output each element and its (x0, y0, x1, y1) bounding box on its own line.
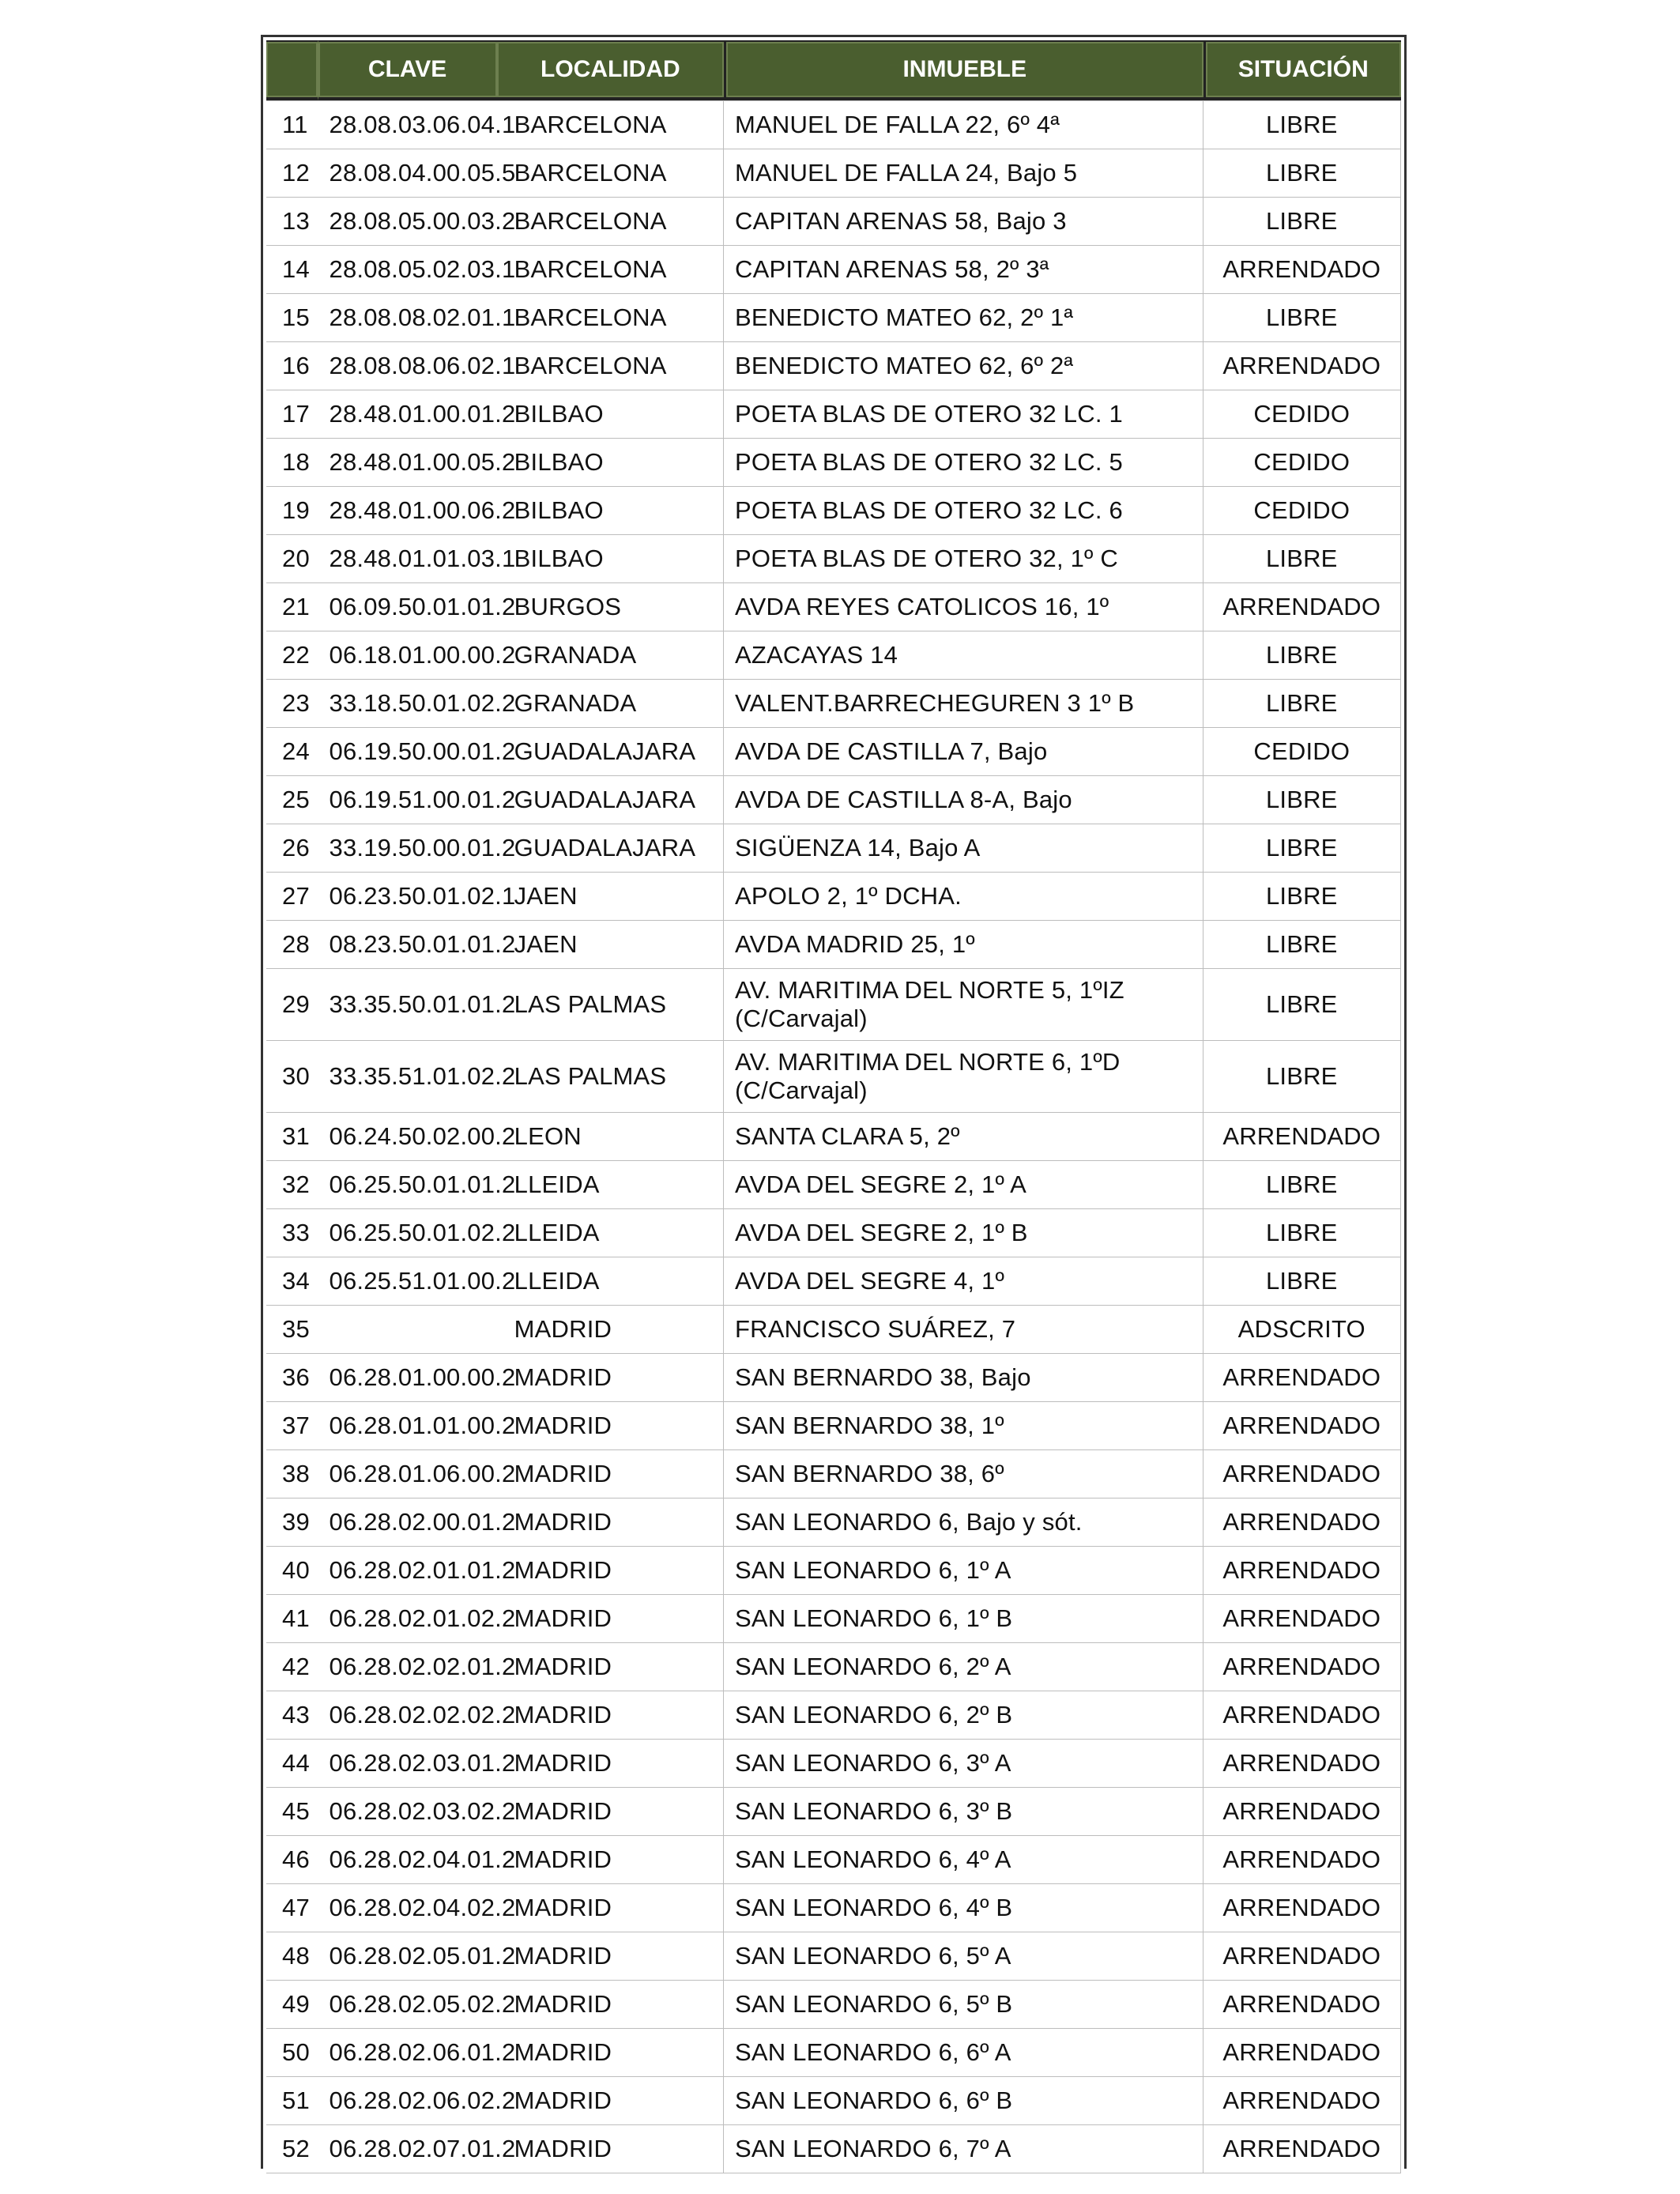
row-number: 34 (266, 1257, 318, 1306)
row-inmueble: FRANCISCO SUÁREZ, 7 (724, 1306, 1203, 1354)
row-situacion: CEDIDO (1203, 390, 1401, 439)
row-number: 41 (266, 1595, 318, 1643)
row-situacion: LIBRE (1203, 824, 1401, 873)
row-clave: 28.08.05.00.03.2 (318, 198, 497, 246)
row-situacion: ARRENDADO (1203, 1836, 1401, 1884)
row-inmueble: AV. MARITIMA DEL NORTE 6, 1ºD (C/Carvajal) (724, 1041, 1203, 1113)
table-row (266, 1932, 1401, 1981)
row-situacion: LIBRE (1203, 1041, 1401, 1113)
row-number: 45 (266, 1788, 318, 1836)
row-inmueble: MANUEL DE FALLA 24, Bajo 5 (724, 149, 1203, 198)
table-row (266, 1041, 1401, 1113)
table-row (266, 2125, 1401, 2173)
row-number: 23 (266, 680, 318, 728)
row-localidad: MADRID (497, 1643, 724, 1691)
row-localidad: BARCELONA (497, 342, 724, 390)
row-inmueble: SAN LEONARDO 6, Bajo y sót. (724, 1498, 1203, 1547)
row-situacion: ARRENDADO (1203, 2029, 1401, 2077)
row-number: 12 (266, 149, 318, 198)
row-inmueble: SAN LEONARDO 6, 2º B (724, 1691, 1203, 1740)
row-inmueble: AVDA DEL SEGRE 4, 1º (724, 1257, 1203, 1306)
row-number: 14 (266, 246, 318, 294)
row-inmueble: AVDA REYES CATOLICOS 16, 1º (724, 583, 1203, 631)
row-localidad: LEON (497, 1113, 724, 1161)
document-sheet (261, 35, 1407, 2169)
row-clave: 28.48.01.00.01.2 (318, 390, 497, 439)
table-row (266, 198, 1401, 246)
row-situacion: ARRENDADO (1203, 1691, 1401, 1740)
row-number: 52 (266, 2125, 318, 2173)
row-situacion: LIBRE (1203, 198, 1401, 246)
row-clave: 06.19.51.00.01.2 (318, 776, 497, 824)
row-localidad: JAEN (497, 873, 724, 921)
row-situacion: LIBRE (1203, 1209, 1401, 1257)
row-localidad: MADRID (497, 1836, 724, 1884)
row-clave: 33.35.50.01.01.2 (318, 969, 497, 1041)
row-localidad: MADRID (497, 2077, 724, 2125)
table-row (266, 969, 1401, 1041)
row-number: 13 (266, 198, 318, 246)
row-inmueble: SAN LEONARDO 6, 6º A (724, 2029, 1203, 2077)
row-localidad: GUADALAJARA (497, 824, 724, 873)
row-inmueble: AVDA MADRID 25, 1º (724, 921, 1203, 969)
row-clave: 06.28.02.06.01.2 (318, 2029, 497, 2077)
row-localidad: BILBAO (497, 439, 724, 487)
table-row (266, 1643, 1401, 1691)
row-inmueble: POETA BLAS DE OTERO 32 LC. 5 (724, 439, 1203, 487)
table-row (266, 1884, 1401, 1932)
row-inmueble: SIGÜENZA 14, Bajo A (724, 824, 1203, 873)
row-situacion: ARRENDADO (1203, 2077, 1401, 2125)
table-header-row (266, 40, 1401, 100)
row-number: 28 (266, 921, 318, 969)
row-number: 42 (266, 1643, 318, 1691)
row-number: 48 (266, 1932, 318, 1981)
row-localidad: MADRID (497, 1595, 724, 1643)
row-situacion: ARRENDADO (1203, 1884, 1401, 1932)
row-inmueble: AVDA DEL SEGRE 2, 1º B (724, 1209, 1203, 1257)
row-number: 32 (266, 1161, 318, 1209)
row-number: 51 (266, 2077, 318, 2125)
row-clave: 08.23.50.01.01.2 (318, 921, 497, 969)
row-localidad: BILBAO (497, 487, 724, 535)
row-inmueble: AVDA DEL SEGRE 2, 1º A (724, 1161, 1203, 1209)
row-number: 18 (266, 439, 318, 487)
table-row (266, 1547, 1401, 1595)
row-inmueble: SAN LEONARDO 6, 3º B (724, 1788, 1203, 1836)
table-row (266, 1740, 1401, 1788)
table-row (266, 439, 1401, 487)
row-number: 49 (266, 1981, 318, 2029)
row-number: 26 (266, 824, 318, 873)
row-clave: 06.28.02.04.01.2 (318, 1836, 497, 1884)
row-inmueble: SAN BERNARDO 38, Bajo (724, 1354, 1203, 1402)
table-row (266, 487, 1401, 535)
table-row (266, 776, 1401, 824)
row-localidad: BARCELONA (497, 100, 724, 149)
row-localidad: MADRID (497, 1354, 724, 1402)
row-number: 24 (266, 728, 318, 776)
row-inmueble: SAN LEONARDO 6, 3º A (724, 1740, 1203, 1788)
row-clave: 06.28.02.04.02.2 (318, 1884, 497, 1932)
row-clave: 06.24.50.02.00.2 (318, 1113, 497, 1161)
row-clave: 06.28.02.06.02.2 (318, 2077, 497, 2125)
row-localidad: MADRID (497, 1691, 724, 1740)
table-row (266, 824, 1401, 873)
row-localidad: LLEIDA (497, 1257, 724, 1306)
table-row (266, 1450, 1401, 1498)
row-localidad: MADRID (497, 1884, 724, 1932)
row-localidad: GUADALAJARA (497, 776, 724, 824)
row-clave: 06.25.51.01.00.2 (318, 1257, 497, 1306)
row-situacion: LIBRE (1203, 1257, 1401, 1306)
table-row (266, 1691, 1401, 1740)
table-row (266, 680, 1401, 728)
row-number: 37 (266, 1402, 318, 1450)
row-situacion: ARRENDADO (1203, 1788, 1401, 1836)
row-localidad: MADRID (497, 1498, 724, 1547)
row-clave: 06.23.50.01.02.1 (318, 873, 497, 921)
row-clave: 28.08.04.00.05.5 (318, 149, 497, 198)
table-row (266, 1788, 1401, 1836)
row-clave: 06.28.02.00.01.2 (318, 1498, 497, 1547)
table-row (266, 1595, 1401, 1643)
header-clave: CLAVE (318, 40, 497, 100)
row-situacion: LIBRE (1203, 535, 1401, 583)
properties-table (266, 40, 1401, 2173)
row-situacion: ARRENDADO (1203, 2125, 1401, 2173)
row-inmueble: SAN LEONARDO 6, 4º B (724, 1884, 1203, 1932)
row-number: 46 (266, 1836, 318, 1884)
row-inmueble: SAN LEONARDO 6, 5º B (724, 1981, 1203, 2029)
table-row (266, 1209, 1401, 1257)
row-clave: 33.18.50.01.02.2 (318, 680, 497, 728)
row-situacion: ARRENDADO (1203, 1450, 1401, 1498)
row-number: 38 (266, 1450, 318, 1498)
row-localidad: BARCELONA (497, 198, 724, 246)
row-number: 47 (266, 1884, 318, 1932)
row-clave: 06.28.02.02.01.2 (318, 1643, 497, 1691)
table-row (266, 100, 1401, 149)
row-inmueble: AZACAYAS 14 (724, 631, 1203, 680)
row-number: 16 (266, 342, 318, 390)
table-row (266, 873, 1401, 921)
row-localidad: LLEIDA (497, 1209, 724, 1257)
row-clave: 06.28.01.06.00.2 (318, 1450, 497, 1498)
row-situacion: CEDIDO (1203, 487, 1401, 535)
row-clave: 06.28.02.01.02.2 (318, 1595, 497, 1643)
row-clave: 06.28.02.05.02.2 (318, 1981, 497, 2029)
row-situacion: ARRENDADO (1203, 1595, 1401, 1643)
row-inmueble: SAN LEONARDO 6, 7º A (724, 2125, 1203, 2173)
row-inmueble: VALENT.BARRECHEGUREN 3 1º B (724, 680, 1203, 728)
row-situacion: ARRENDADO (1203, 1740, 1401, 1788)
row-situacion: ADSCRITO (1203, 1306, 1401, 1354)
row-number: 29 (266, 969, 318, 1041)
table-row (266, 583, 1401, 631)
table-row (266, 1161, 1401, 1209)
row-number: 44 (266, 1740, 318, 1788)
row-number: 17 (266, 390, 318, 439)
row-number: 21 (266, 583, 318, 631)
row-number: 30 (266, 1041, 318, 1113)
row-number: 11 (266, 100, 318, 149)
row-clave: 06.28.02.07.01.2 (318, 2125, 497, 2173)
row-inmueble: SAN LEONARDO 6, 1º B (724, 1595, 1203, 1643)
row-situacion: ARRENDADO (1203, 1354, 1401, 1402)
row-clave: 28.48.01.00.05.2 (318, 439, 497, 487)
row-inmueble: AV. MARITIMA DEL NORTE 5, 1ºIZ (C/Carvajal) (724, 969, 1203, 1041)
row-number: 40 (266, 1547, 318, 1595)
table-row (266, 2077, 1401, 2125)
row-situacion: LIBRE (1203, 921, 1401, 969)
row-localidad: GRANADA (497, 631, 724, 680)
row-clave: 28.48.01.00.06.2 (318, 487, 497, 535)
row-number: 35 (266, 1306, 318, 1354)
row-inmueble: SAN LEONARDO 6, 2º A (724, 1643, 1203, 1691)
row-localidad: LAS PALMAS (497, 1041, 724, 1113)
row-localidad: BURGOS (497, 583, 724, 631)
table-row (266, 390, 1401, 439)
row-inmueble: SAN BERNARDO 38, 1º (724, 1402, 1203, 1450)
row-situacion: ARRENDADO (1203, 1547, 1401, 1595)
row-number: 50 (266, 2029, 318, 2077)
table-row (266, 1306, 1401, 1354)
table-row (266, 631, 1401, 680)
row-number: 25 (266, 776, 318, 824)
row-number: 43 (266, 1691, 318, 1740)
row-number: 39 (266, 1498, 318, 1547)
row-situacion: ARRENDADO (1203, 1643, 1401, 1691)
row-number: 33 (266, 1209, 318, 1257)
row-inmueble: CAPITAN ARENAS 58, Bajo 3 (724, 198, 1203, 246)
row-situacion: ARRENDADO (1203, 342, 1401, 390)
row-number: 22 (266, 631, 318, 680)
row-clave: 06.19.50.00.01.2 (318, 728, 497, 776)
header-situacion: SITUACIÓN (1203, 40, 1401, 100)
row-inmueble: APOLO 2, 1º DCHA. (724, 873, 1203, 921)
row-situacion: ARRENDADO (1203, 1981, 1401, 2029)
header-number (266, 40, 318, 100)
row-clave: 06.28.01.00.00.2 (318, 1354, 497, 1402)
table-row (266, 1113, 1401, 1161)
row-inmueble: SAN BERNARDO 38, 6º (724, 1450, 1203, 1498)
row-situacion: ARRENDADO (1203, 1113, 1401, 1161)
row-inmueble: BENEDICTO MATEO 62, 6º 2ª (724, 342, 1203, 390)
row-situacion: LIBRE (1203, 680, 1401, 728)
row-clave: 06.28.02.03.01.2 (318, 1740, 497, 1788)
row-clave: 06.28.02.05.01.2 (318, 1932, 497, 1981)
row-situacion: LIBRE (1203, 969, 1401, 1041)
row-inmueble: POETA BLAS DE OTERO 32 LC. 6 (724, 487, 1203, 535)
row-inmueble: SAN LEONARDO 6, 5º A (724, 1932, 1203, 1981)
row-situacion: ARRENDADO (1203, 583, 1401, 631)
row-inmueble: SANTA CLARA 5, 2º (724, 1113, 1203, 1161)
table-row (266, 1354, 1401, 1402)
row-clave: 28.08.03.06.04.1 (318, 100, 497, 149)
row-clave: 06.28.02.01.01.2 (318, 1547, 497, 1595)
row-clave: 06.25.50.01.01.2 (318, 1161, 497, 1209)
row-situacion: CEDIDO (1203, 728, 1401, 776)
row-situacion: ARRENDADO (1203, 1402, 1401, 1450)
row-localidad: BILBAO (497, 390, 724, 439)
row-clave: 28.08.08.06.02.1 (318, 342, 497, 390)
row-clave: 33.19.50.00.01.2 (318, 824, 497, 873)
row-number: 15 (266, 294, 318, 342)
row-number: 36 (266, 1354, 318, 1402)
row-localidad: BILBAO (497, 535, 724, 583)
table-row (266, 1981, 1401, 2029)
row-localidad: MADRID (497, 1932, 724, 1981)
table-row (266, 1498, 1401, 1547)
row-clave: 06.09.50.01.01.2 (318, 583, 497, 631)
row-localidad: MADRID (497, 1402, 724, 1450)
row-localidad: MADRID (497, 1788, 724, 1836)
row-localidad: MADRID (497, 1981, 724, 2029)
row-localidad: LAS PALMAS (497, 969, 724, 1041)
row-localidad: BARCELONA (497, 246, 724, 294)
row-situacion: LIBRE (1203, 873, 1401, 921)
table-row (266, 535, 1401, 583)
row-number: 20 (266, 535, 318, 583)
row-localidad: MADRID (497, 1547, 724, 1595)
row-clave: 28.08.08.02.01.1 (318, 294, 497, 342)
table-row (266, 149, 1401, 198)
row-situacion: LIBRE (1203, 149, 1401, 198)
row-localidad: MADRID (497, 2125, 724, 2173)
row-clave: 28.08.05.02.03.1 (318, 246, 497, 294)
table-body (266, 100, 1401, 2173)
row-localidad: MADRID (497, 1450, 724, 1498)
table-row (266, 1257, 1401, 1306)
row-localidad: GUADALAJARA (497, 728, 724, 776)
row-clave: 06.25.50.01.02.2 (318, 1209, 497, 1257)
row-number: 27 (266, 873, 318, 921)
row-inmueble: CAPITAN ARENAS 58, 2º 3ª (724, 246, 1203, 294)
row-situacion: ARRENDADO (1203, 246, 1401, 294)
row-inmueble: BENEDICTO MATEO 62, 2º 1ª (724, 294, 1203, 342)
table-row (266, 342, 1401, 390)
row-localidad: LLEIDA (497, 1161, 724, 1209)
row-situacion: LIBRE (1203, 100, 1401, 149)
row-localidad: MADRID (497, 2029, 724, 2077)
row-inmueble: POETA BLAS DE OTERO 32, 1º C (724, 535, 1203, 583)
row-inmueble: AVDA DE CASTILLA 8-A, Bajo (724, 776, 1203, 824)
table-row (266, 294, 1401, 342)
header-localidad: LOCALIDAD (497, 40, 724, 100)
row-situacion: CEDIDO (1203, 439, 1401, 487)
row-clave (318, 1306, 497, 1354)
table-row (266, 1402, 1401, 1450)
table-row (266, 921, 1401, 969)
row-inmueble: SAN LEONARDO 6, 6º B (724, 2077, 1203, 2125)
row-localidad: BARCELONA (497, 149, 724, 198)
row-localidad: MADRID (497, 1306, 724, 1354)
row-clave: 06.28.02.02.02.2 (318, 1691, 497, 1740)
row-clave: 28.48.01.01.03.1 (318, 535, 497, 583)
header-inmueble: INMUEBLE (724, 40, 1203, 100)
row-situacion: ARRENDADO (1203, 1932, 1401, 1981)
row-inmueble: SAN LEONARDO 6, 4º A (724, 1836, 1203, 1884)
row-situacion: ARRENDADO (1203, 1498, 1401, 1547)
row-clave: 06.18.01.00.00.2 (318, 631, 497, 680)
row-number: 31 (266, 1113, 318, 1161)
row-localidad: JAEN (497, 921, 724, 969)
table-row (266, 2029, 1401, 2077)
row-clave: 06.28.01.01.00.2 (318, 1402, 497, 1450)
row-situacion: LIBRE (1203, 776, 1401, 824)
row-clave: 06.28.02.03.02.2 (318, 1788, 497, 1836)
table-row (266, 246, 1401, 294)
row-localidad: BARCELONA (497, 294, 724, 342)
row-localidad: MADRID (497, 1740, 724, 1788)
row-clave: 33.35.51.01.02.2 (318, 1041, 497, 1113)
row-inmueble: AVDA DE CASTILLA 7, Bajo (724, 728, 1203, 776)
table-row (266, 728, 1401, 776)
row-inmueble: POETA BLAS DE OTERO 32 LC. 1 (724, 390, 1203, 439)
row-situacion: LIBRE (1203, 631, 1401, 680)
row-number: 19 (266, 487, 318, 535)
row-localidad: GRANADA (497, 680, 724, 728)
row-inmueble: SAN LEONARDO 6, 1º A (724, 1547, 1203, 1595)
row-situacion: LIBRE (1203, 294, 1401, 342)
table-row (266, 1836, 1401, 1884)
row-situacion: LIBRE (1203, 1161, 1401, 1209)
row-inmueble: MANUEL DE FALLA 22, 6º 4ª (724, 100, 1203, 149)
